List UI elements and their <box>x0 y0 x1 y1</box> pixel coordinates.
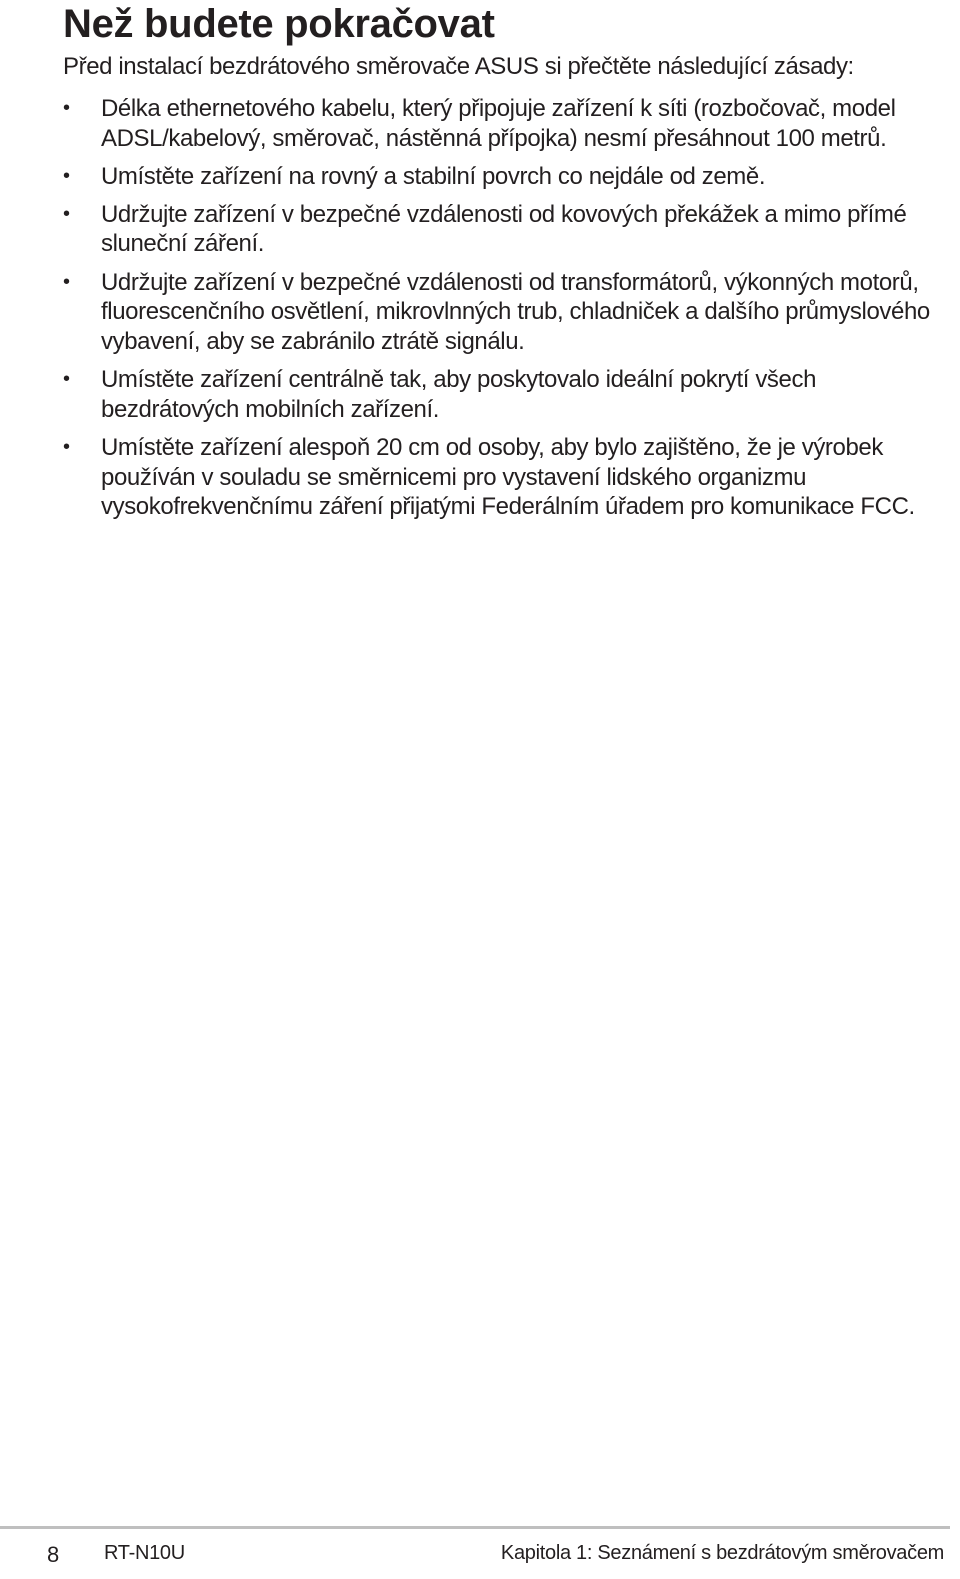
list-item <box>0 268 951 357</box>
list-item <box>0 162 951 192</box>
page-title: Než budete pokračovat <box>63 2 495 46</box>
footer-divider <box>0 1526 950 1529</box>
bullet-icon: • <box>63 270 70 293</box>
bullet-icon: • <box>63 97 70 119</box>
list-item <box>0 433 959 522</box>
list-item <box>0 94 951 153</box>
list-item-text: Udržujte zařízení v bezpečné vzdálenosti od transformátorů, výkonných motorů, fluorescenčního osvětlení, mikrovlnných trub, chladniček a dalšího průmyslového vybavení, aby se zabránilo ztrátě signálu. <box>101 268 930 355</box>
list-item-text: Umístěte zařízení centrálně tak, aby poskytovalo ideální pokrytí všech bezdrátových mobilních zařízení. <box>101 366 817 423</box>
bullet-icon: • <box>63 436 70 458</box>
guidelines-list <box>0 94 960 522</box>
chapter-title: Kapitola 1: Seznámení s bezdrátovým směrovačem <box>500 1542 944 1564</box>
page-number: 8 <box>47 1542 59 1567</box>
page-footer <box>0 1540 960 1570</box>
list-item-text: Umístěte zařízení na rovný a stabilní povrch co nejdále od země. <box>101 163 766 190</box>
list-item-text: Délka ethernetového kabelu, který připojuje zařízení k síti (rozbočovač, model ADSL/kabelový, směrovač, nástěnná přípojka) nesmí přesáhnout 100 metrů. <box>101 95 896 152</box>
list-item <box>0 365 951 424</box>
model-name: RT-N10U <box>104 1542 185 1564</box>
bullet-icon: • <box>63 165 70 187</box>
list-item-text: Udržujte zařízení v bezpečné vzdálenosti od kovových překážek a mimo přímé sluneční záření. <box>101 200 907 257</box>
intro-text: Před instalací bezdrátového směrovače ASUS si přečtěte následující zásady: <box>63 53 854 80</box>
bullet-icon: • <box>63 202 70 225</box>
bullet-icon: • <box>63 368 70 390</box>
list-item-text: Umístěte zařízení alespoň 20 cm od osoby, aby bylo zajištěno, že je výrobek používán v souladu se směrnicemi pro vystavení lidského organizmu vysokofrekvenčnímu záření přijatými Federálním úřadem pro komunikace FCC. <box>101 434 915 520</box>
list-item <box>0 200 951 259</box>
